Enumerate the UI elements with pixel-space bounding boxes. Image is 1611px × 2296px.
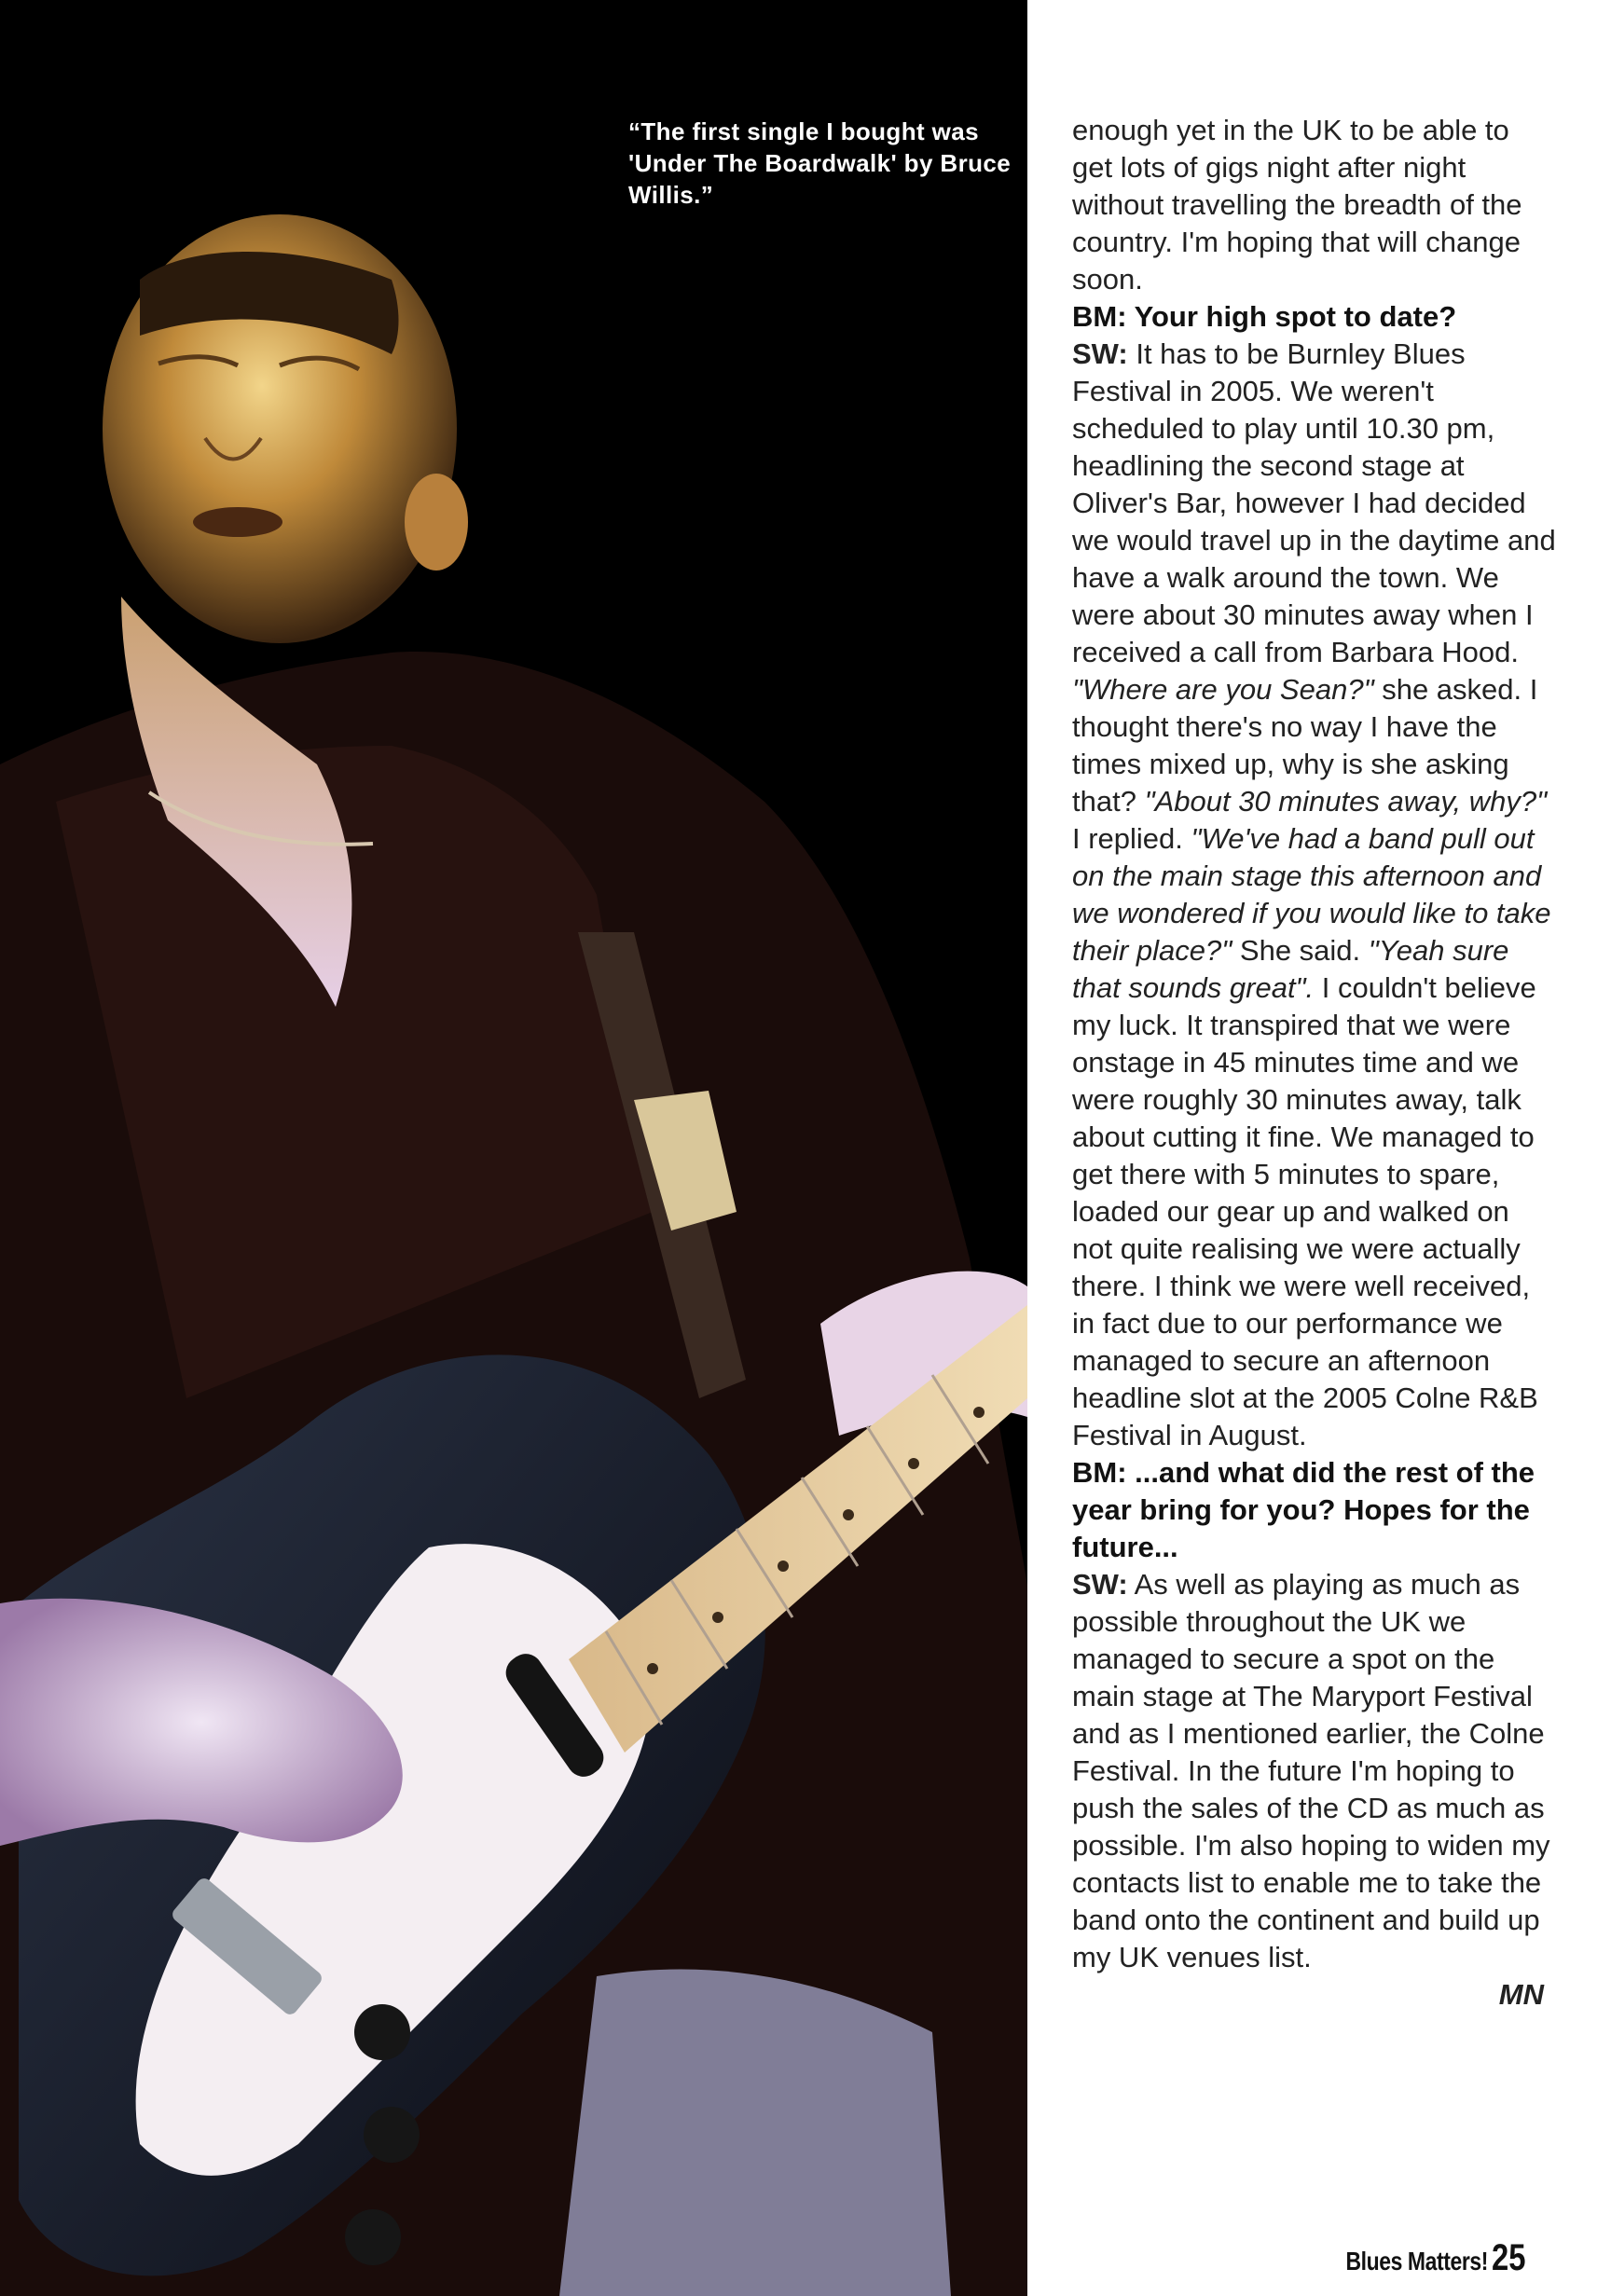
quoted-speech: "We've had a band pull out on the main stage this afternoon and we wondered if you would like to take their place?" — [1072, 822, 1551, 967]
quoted-speech: "Where are you Sean?" — [1072, 673, 1374, 706]
interview-question: BM: Your high spot to date? — [1072, 300, 1457, 333]
answer-text: She said. — [1239, 934, 1361, 967]
quoted-speech: "About 30 minutes away, why?" — [1144, 785, 1548, 818]
page-number: 25 — [1491, 2237, 1525, 2278]
article-paragraph — [1072, 112, 1557, 298]
pull-quote: “The first single I bought was 'Under The Boardwalk' by Bruce Willis.” — [628, 117, 1012, 209]
answer-text: I couldn't believe my luck. It transpired that we were onstage in 45 minutes time and we were roughly 30 minutes away, talk about cutting it fine. We managed to get there with 5 minutes to spare, loaded our gear up and walked on not quite realising we were actually there. I think we were well received, in fact due to our performance we managed to secure an afternoon headline slot at the 2005 Colne R&B Festival in August. — [1072, 971, 1538, 1451]
speaker-label: SW: — [1072, 337, 1128, 370]
interview-answer — [1072, 1566, 1557, 1976]
quoted-speech: "Yeah sure that sounds great". — [1072, 934, 1509, 1004]
answer-text: she asked. I thought there's no way I have the times mixed up, why is she asking that? — [1072, 673, 1538, 818]
page-footer — [1315, 2237, 1533, 2279]
answer-text: I replied. — [1072, 822, 1183, 855]
interview-answer — [1072, 336, 1557, 1454]
interview-question: BM: ...and what did the rest of the year bring for you? Hopes for the future... — [1072, 1456, 1535, 1563]
answer-text: As well as playing as much as possible throughout the UK we managed to secure a spot on the main stage at The Maryport Festival and as I mentioned earlier, the Colne Festival. In the future I'm hoping to push the sales of the CD as much as possible. I'm also hoping to widen my contacts list to enable me to take the band onto the continent and build up my UK venues list. — [1072, 1568, 1550, 1973]
magazine-name: Blues Matters! — [1345, 2247, 1488, 2275]
speaker-label: SW: — [1072, 1568, 1128, 1601]
article-column — [1072, 112, 1557, 2014]
article-text: enough yet in the UK to be able to get lots of gigs night after night without travelling the breadth of the country. I'm hoping that will change soon. — [1072, 114, 1522, 296]
author-initials: MN — [1498, 1978, 1544, 2011]
answer-text: It has to be Burnley Blues Festival in 2005. We weren't scheduled to play until 10.30 pm, headlining the second stage at Oliver's Bar, however I had decided we would travel up in the daytime and have a walk around the town. We were about 30 minutes away when I received a call from Barbara Hood. — [1072, 337, 1556, 668]
